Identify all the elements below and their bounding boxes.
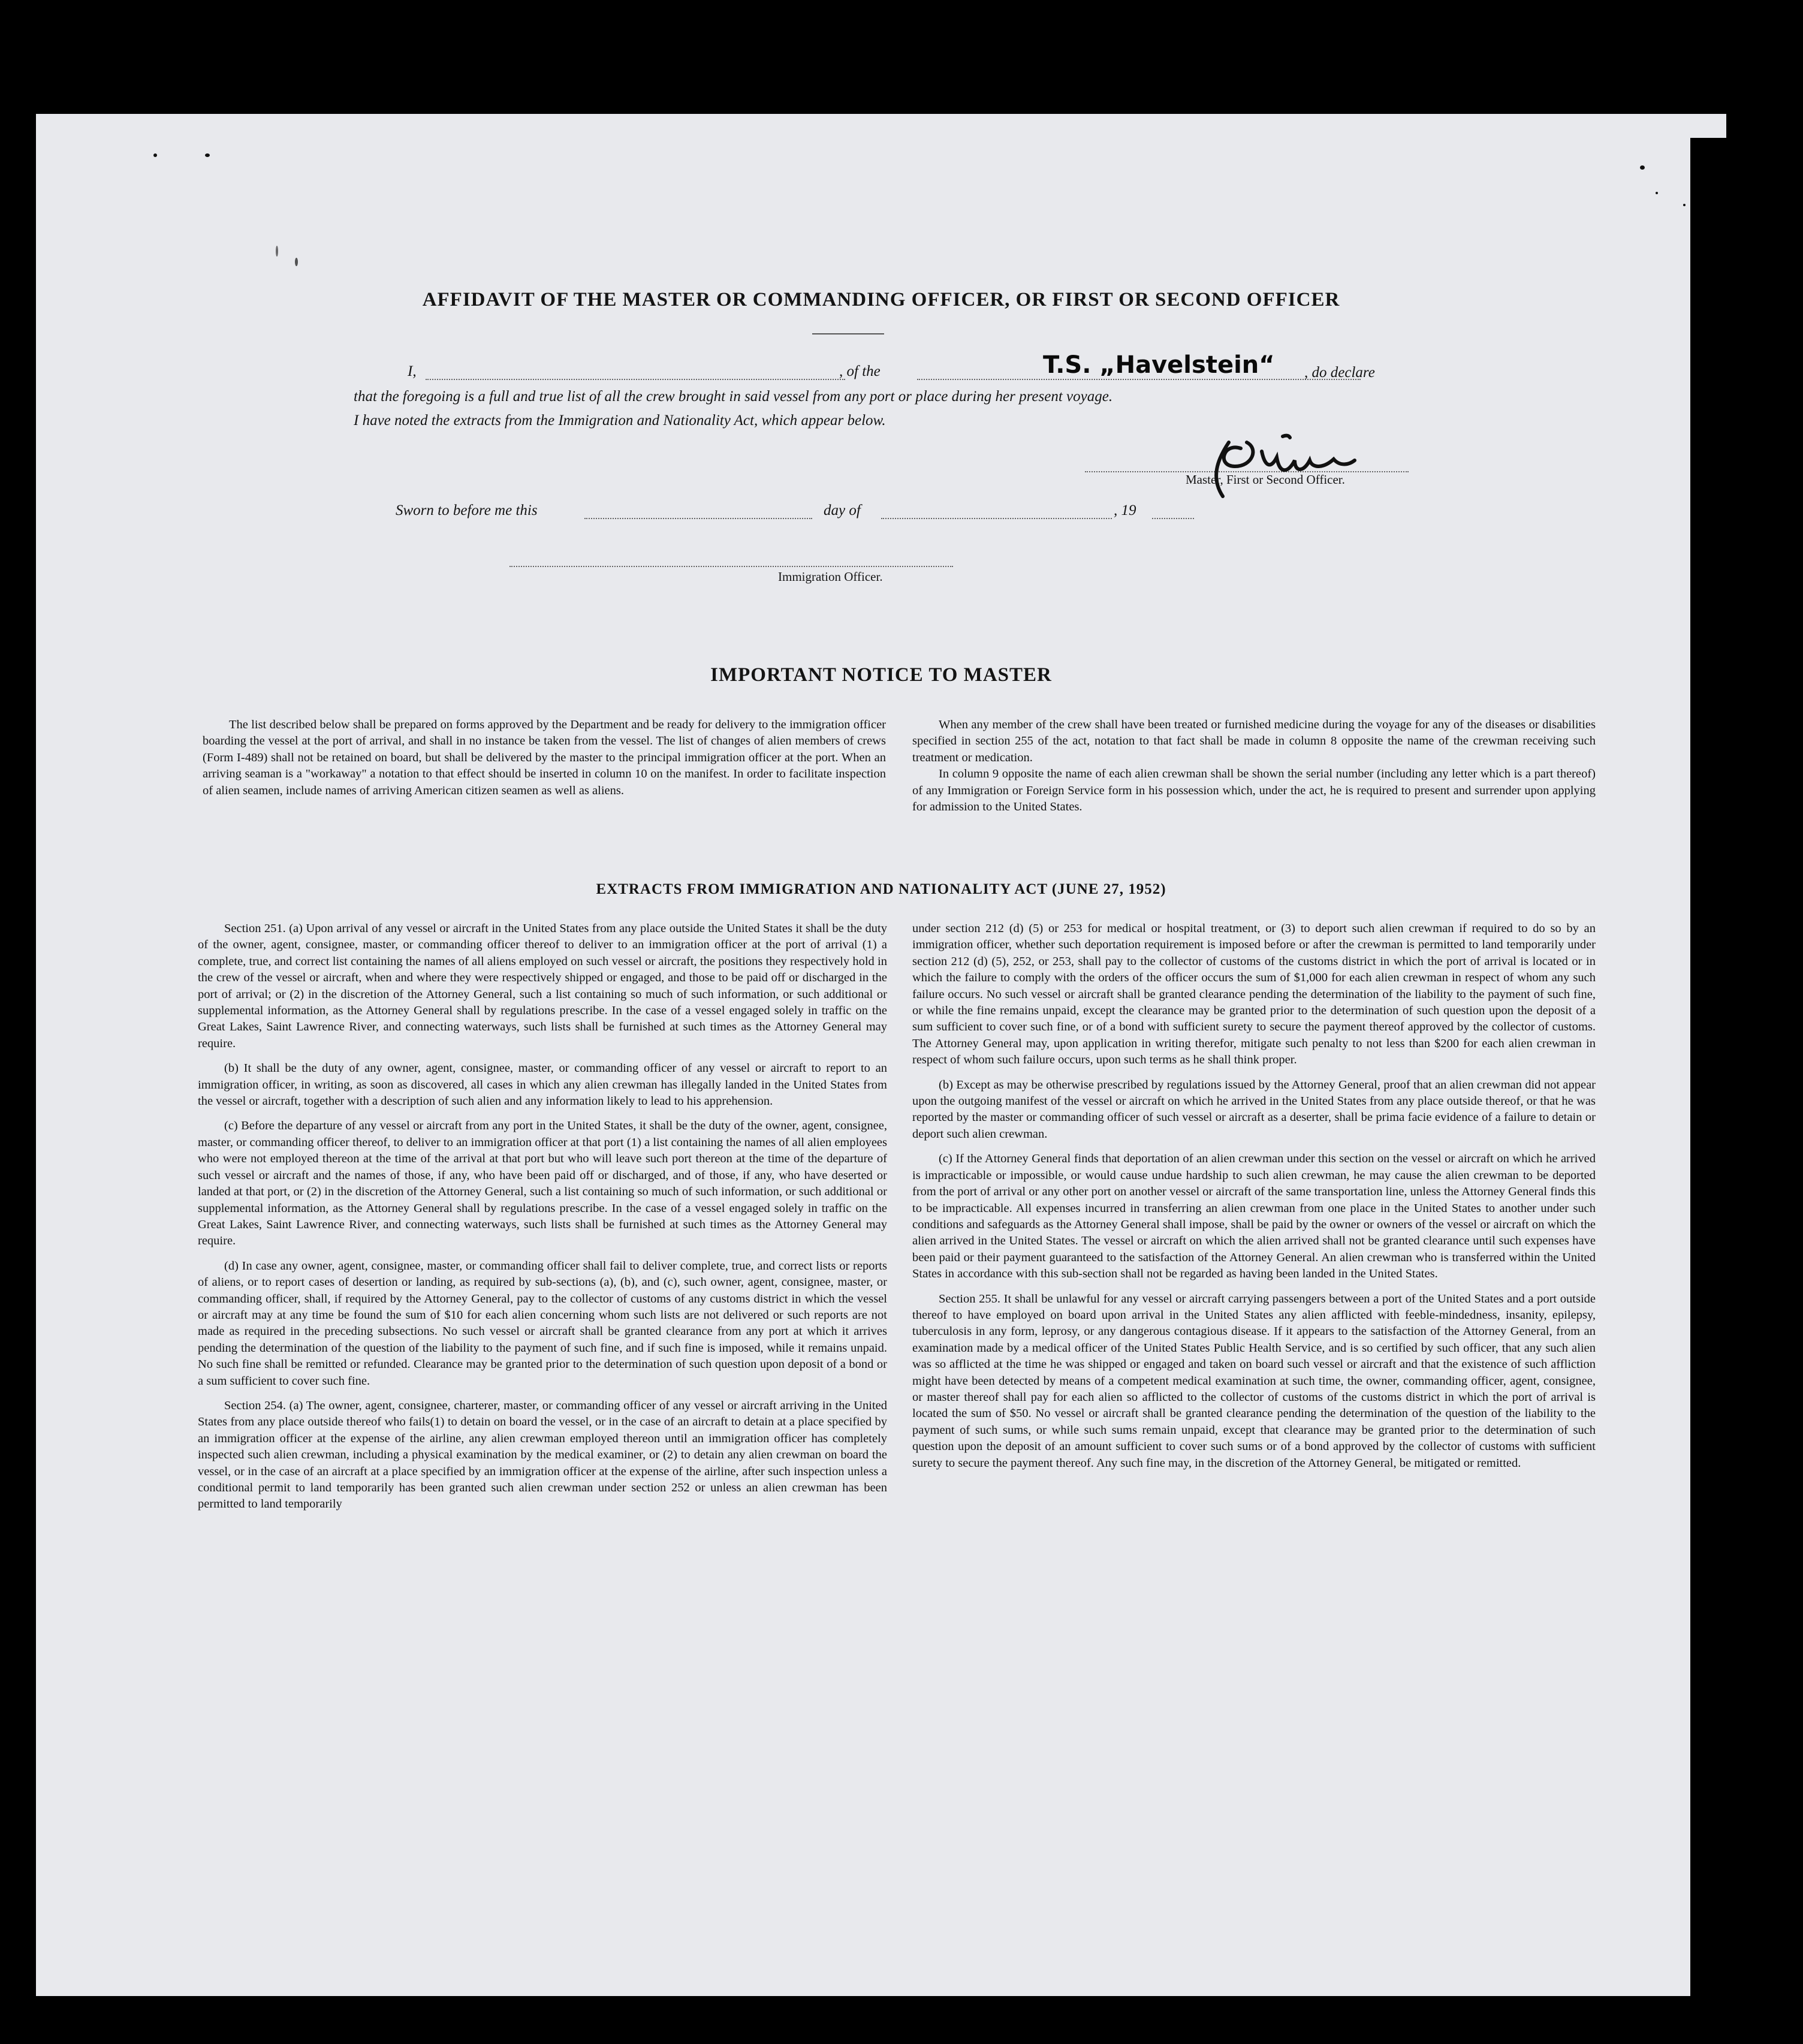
master-signature [1205,424,1361,502]
vessel-blank-line [917,379,1361,380]
officer-caption: Immigration Officer. [778,569,883,584]
sworn-label: Sworn to before me this [396,502,538,518]
extract-right-section-254b: (b) Except as may be otherwise prescribed by regulations issued by the Attorney General, proof that an alien crewman did not appear upon the outgoing manifest of the vessel or aircraft on which he arrived in the United States from any place outside thereof, or that he was reported by the master or commanding officer of such vessel or aircraft as a deserter, shall be prima facie evidence of a failure to detain or deport such alien crewman. [912,1078,1596,1141]
sworn-year: , 19 [1114,502,1136,518]
sworn-day-blank [584,518,812,519]
affidavit-title: AFFIDAVIT OF THE MASTER OR COMMANDING OFFICER, OR FIRST OR SECOND OFFICER [422,289,1340,310]
notice-right-paragraph-1: When any member of the crew shall have been treated or furnished medicine during the voyage for any of the diseases or disabilities specified in section 255 of the act, notation to that fact shall be made in column 8 opposite the name of the crewman receiving such treatment or medication. [912,718,1596,764]
extract-right-section-255: Section 255. It shall be unlawful for any vessel or aircraft carrying passengers between a port of the United States and a port outside thereof to have employed on board upon arrival in the United States any alien afflicted with feeble-mindedness, insanity, epilepsy, tuberculosis in any form, leprosy, or any dangerous contagious disease. If it appears to the satisfaction of the Attorney General, from an examination made by a medical officer of the United States Public Health Service, and is so certified by such officer, that any such alien was so afflicted at the time he was shipped or engaged and taken on board such vessel or aircraft and that the existence of such affliction might have been detected by means of a competent medical examination at such time, the owner, commanding officer, agent, consignee, or master thereof shall pay for each alien so afflicted to the collector of customs of the customs district in which the port of arrival is located the sum of $50. No vessel or aircraft shall be granted clearance pending the determination of the question of the liability to the payment of such sums, or while such sums remain unpaid, except that clearance may be granted prior to the determination of such question upon the deposit of an amount sufficient to cover such sums or of a bond approved by the collector of customs with sufficient surety to secure the payment thereof. Any such fine may, in the discretion of the Attorney General, be mitigated or remitted. [912,1292,1596,1470]
declaration-line-3: I have noted the extracts from the Immigration and Nationality Act, which appear below. [354,412,886,429]
notice-title: IMPORTANT NOTICE TO MASTER [710,664,1052,686]
scan-speck [1640,165,1645,170]
scan-speck [295,258,298,266]
notice-left-paragraph: The list described below shall be prepared on forms approved by the Department and be ready for delivery to the immigration officer boarding the vessel at the port of arrival, and shall in no instance be taken from the vessel. The list of changes of alien members of crews (Form I-489) shall not be retained on board, but shall be delivered by the master to the principal immigration officer at the port. When an arriving seaman is a "workaway" a notation to that effect should be inserted in column 10 on the manifest. In order to facilitate inspection of alien seamen, include names of arriving American citizen seamen as well as aliens. [203,718,886,797]
sworn-month-blank [881,518,1112,519]
scan-right-edge [1690,138,1726,1996]
extracts-right-column [912,921,1596,1480]
signature-caption: Master, First or Second Officer. [1186,472,1345,487]
notice-left-column [203,717,886,807]
extract-left-section-251a: Section 251. (a) Upon arrival of any vessel or aircraft in the United States from any place outside the United States it shall be the duty of the owner, agent, consignee, master, or commanding officer thereof to deliver to an immigration officer at the port of arrival (1) a complete, true, and correct list containing the names of all aliens employed on such vessel or aircraft, the positions they respectively hold in the crew of the vessel or aircraft, when and where they were respectively shipped or engaged, and those to be paid off or discharged in the port of arrival; or (2) in the discretion of the Attorney General, such a list containing so much of such information, or such additional or supplemental information, as the Attorney General shall by regulations prescribe. In the case of a vessel engaged solely in traffic on the Great Lakes, Saint Lawrence River, and connecting waterways, such lists shall be furnished at such times as the Attorney General may require. [198,922,887,1050]
extracts-left-column [198,921,887,1521]
sworn-year-blank [1152,518,1194,519]
extracts-title: EXTRACTS FROM IMMIGRATION AND NATIONALITY ACT (JUNE 27, 1952) [596,881,1166,897]
sworn-day-of: day of [824,502,861,518]
declare-of-the: , of the [839,363,881,379]
extract-left-section-254a: Section 254. (a) The owner, agent, consignee, charterer, master, or commanding officer of any vessel or aircraft arriving in the United States from any place outside thereof who fails(1) to detain on board the vessel, or in the case of an aircraft to detain at a place specified by an immigration officer at the expense of the airline, any alien crewman employed thereon until an immigration officer has completely inspected such alien crewman, including a physical examination by the medical examiner, or (2) to detain any alien crewman on board the vessel, or in the case of an aircraft at a place specified by an immigration officer at the expense of the airline, after such inspection unless a conditional permit to land temporarily has been granted such alien crewman under section 252 or unless an alien crewman has been permitted to land temporarily [198,1398,887,1511]
extract-left-section-251d: (d) In case any owner, agent, consignee, master, or commanding officer shall fail to deliver complete, true, and correct lists or reports of aliens, or to report cases of desertion or landing, as required by sub-sections (a), (b), and (c), such owner, agent, consignee, master, or commanding officer, shall, if required by the Attorney General, pay to the collector of customs of any customs district in which the vessel or aircraft may at any time be found the sum of $10 for each alien concerning whom such lists are not delivered or such reports are not made as required in the preceding subsections. No such vessel or aircraft shall be granted clearance from any port at which it arrives pending the determination of the question of the liability to the payment of such fine, and if such fine is imposed, while it remains unpaid. No such fine shall be remitted or refunded. Clearance may be granted prior to the determination of such question upon deposit of a bond or a sum sufficient to cover such fine. [198,1259,887,1388]
scan-speck [276,246,278,257]
extract-left-section-251b: (b) It shall be the duty of any owner, agent, consignee, master, or commanding officer of any vessel or aircraft to report to an immigration officer, in writing, as soon as discovered, all cases in which any alien crewman has illegally landed in the United States from the vessel or aircraft, together with a description of such alien and any information likely to lead to his apprehension. [198,1062,887,1108]
declare-i-label: I, [408,363,417,379]
extract-left-section-251c: (c) Before the departure of any vessel or aircraft from any port in the United States, it shall be the duty of the owner, agent, consignee, master, or commanding officer thereof, to deliver to an immigration officer at that port (1) a list containing the names of all alien employees who were not employed thereon at the time of the arrival at that port but who will leave such port thereon at the time of the departure of such vessel or aircraft and the names of those, if any, who have been paid off or discharged, and of those, if any, who have deserted or landed at that port, or (2) in the discretion of the Attorney General, such a list containing so much of such information, or such additional or supplemental information, as the Attorney General shall by regulations prescribe. In the case of a vessel engaged solely in traffic on the Great Lakes, Saint Lawrence River, and connecting waterways, such lists shall be furnished at such times as the Attorney General may require. [198,1119,887,1248]
vessel-name: T.S. „Havelstein“ [1043,351,1275,379]
notice-right-column [912,717,1596,824]
document-sheet [36,114,1726,1996]
extract-right-section-254a-cont: under section 212 (d) (5) or 253 for medical or hospital treatment, or (3) to deport such alien crewman if required to do so by an immigration officer, whether such deportation requirement is imposed before or after the crewman is permitted to land temporarily under section 212 (d) (5), 252, or 253, shall pay to the collector of customs of the customs district in which the port of arrival is located or in which the failure to comply with the orders of the officer occurs the sum of $1,000 for each alien crewman in respect of whom any such failure occurs. No such vessel or aircraft shall be granted clearance pending the determination of the liability to the payment of such fine, or while the fine remains unpaid, except the clearance may be granted prior to the determination of such question upon the deposit of a sum sufficient to cover such fine, or of a bond with sufficient surety to secure the payment thereof approved by the collector of customs. The Attorney General may, upon application in writing therefor, mitigate such penalty to not less than $200 for each alien crewman in respect of whom such failure occurs, upon such terms as he shall think proper. [912,922,1596,1067]
declare-do-declare: , do declare [1304,364,1375,381]
scan-speck [1656,192,1658,194]
scan-speck [153,153,157,157]
title-underline [812,333,884,334]
scan-speck [205,153,210,157]
officer-signature-line [509,566,953,567]
scan-speck [1683,204,1686,206]
extract-right-section-254c: (c) If the Attorney General finds that deportation of an alien crewman under this section on the vessel or aircraft on which he arrived is impracticable or impossible, or would cause undue hardship to such alien crewman, he may cause the alien crewman to be deported from the port of arrival or any other port on another vessel or aircraft of the same transportation line, unless the Attorney General finds this to be impracticable. All expenses incurred in transferring an alien crewman from one place in the United States to another under such conditions and safeguards as the Attorney General shall impose, shall be paid by the owner or owners of the vessel or aircraft on which the alien arrived in the United States. The vessel or aircraft on which the alien arrived shall not be granted clearance until such expenses have been paid or their payment guaranteed to the satisfaction of the Attorney General. An alien crewman who is transferred within the United States in accordance with this sub-section shall not be regarded as having been landed in the United States. [912,1152,1596,1281]
declaration-line-2: that the foregoing is a full and true list of all the crew brought in said vessel from any port or place during her present voyage. [354,388,1113,405]
name-blank-line [426,379,845,380]
notice-right-paragraph-2: In column 9 opposite the name of each alien crewman shall be shown the serial number (including any letter which is a part thereof) of any Immigration or Foreign Service form in his possession which, under the act, he is required to present and surrender upon applying for admission to the United States. [912,767,1596,814]
